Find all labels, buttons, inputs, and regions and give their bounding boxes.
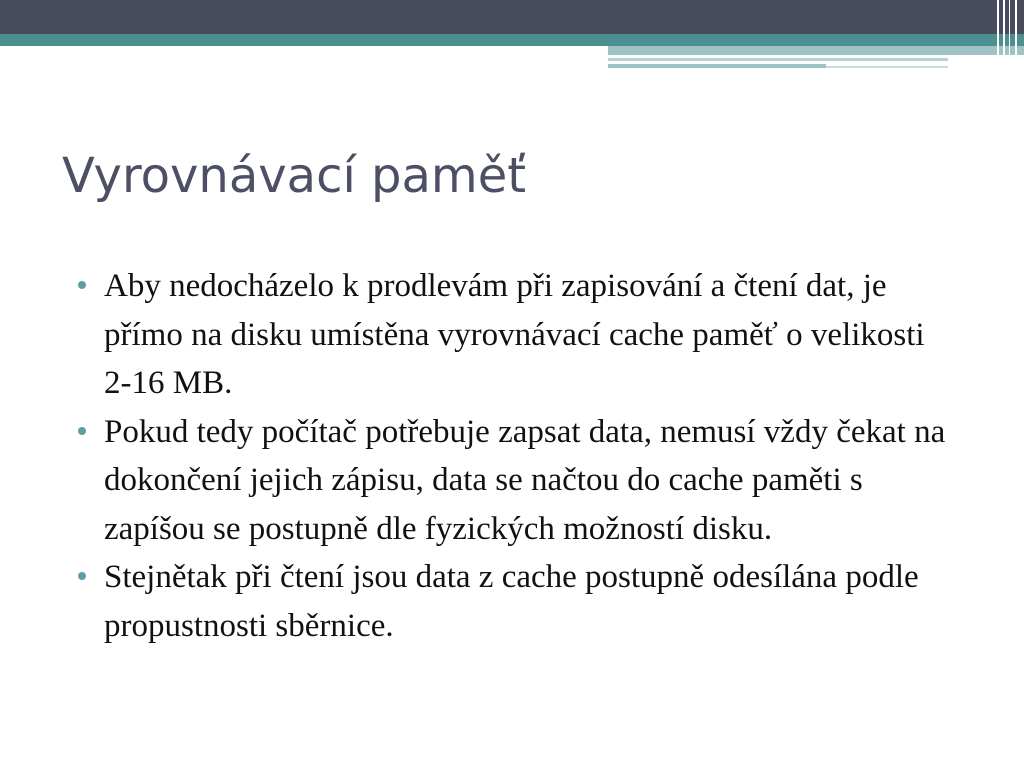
- header-band-light-short: [608, 64, 826, 68]
- bullet-item: [78, 408, 958, 554]
- slide-title: Vyrovnávací paměť: [62, 148, 527, 204]
- bullet-item: [78, 262, 958, 408]
- bullet-item: [78, 553, 958, 650]
- bullet-text: Aby nedocházelo k prodlevám při zapisování a čtení dat, je přímo na disku umístěna vyrovnávací cache paměť o velikosti 2-16 MB.: [104, 268, 925, 401]
- bullet-icon: [78, 572, 86, 580]
- bullet-text: Stejnětak při čtení jsou data z cache postupně odesílána podle propustnosti sběrnice.: [104, 559, 919, 644]
- bullet-text: Pokud tedy počítač potřebuje zapsat data, nemusí vždy čekat na dokončení jejich zápisu, data se načtou do cache paměti s zapíšou se postupně dle fyzických možností disku.: [104, 413, 946, 547]
- header-band-dark: [0, 0, 1024, 34]
- bullet-icon: [78, 281, 86, 289]
- header-band-teal: [0, 34, 1024, 46]
- header-band-light-thin: [608, 58, 948, 61]
- bullet-icon: [78, 427, 86, 435]
- header-stripes-decoration: [994, 0, 1024, 68]
- bullet-list: [78, 262, 958, 650]
- header-band-light-hairline: [826, 66, 948, 68]
- header-band-light: [608, 46, 1024, 55]
